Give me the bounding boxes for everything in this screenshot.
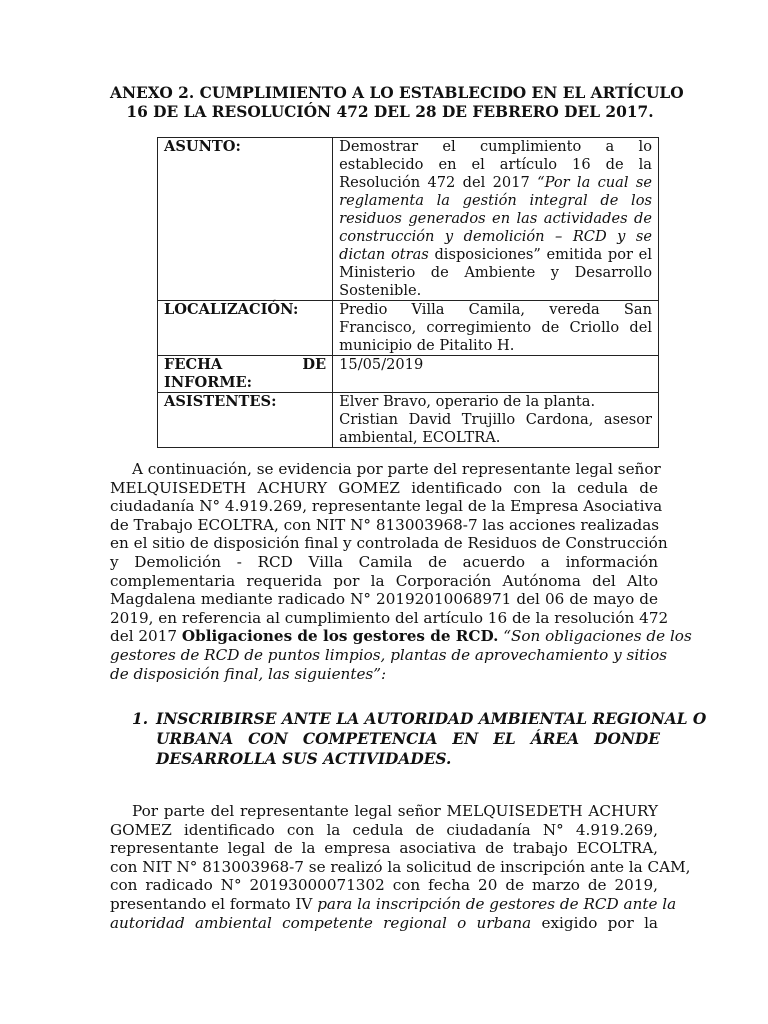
asunto-label: ASUNTO:	[158, 138, 333, 301]
paragraph-2: Por parte del representante legal señor MELQUISEDETH ACHURY GOMEZ identificado con la cedula de ciudadanía N° 4.919.269, representante legal de la empresa asociativa de trabajo ECOLTRA, con NIT N° 813003968-7 se realizó la solicitud de inscripción ante la CAM, con radicado N° 20193000071302 con fecha 20 de marzo de 2019, presentando el formato IV para la inscripción de gestores de RCD ante la autoridad ambiental competente regional o urbana exigido por la	[110, 802, 691, 932]
fecha-label: FECHA DE INFORME:	[158, 356, 333, 393]
asunto-line: Sostenible.	[339, 282, 422, 299]
asunto-line: Resolución 472 del 2017 “Por la cual se	[339, 174, 653, 191]
asunto-value	[333, 138, 659, 301]
table-row-localizacion	[158, 301, 659, 356]
paragraph-1: A continuación, se evidencia por parte del representante legal señor MELQUISEDETH ACHURY GOMEZ identificado con la cedula de ciudadanía N° 4.919.269, representante legal de la Empresa Asociativa de Trabajo ECOLTRA, con NIT N° 813003968-7 las acciones realizadas en el sitio de disposición final y controlada de Residuos de Construcción y Demolición - RCD Villa Camila de acuerdo a información complementaria requerida por la Corporación Autónoma del Alto Magdalena mediante radicado N° 20192010068971 del 06 de mayo de 2019, en referencia al cumplimiento del artículo 16 de la resolución 472 del 2017 Obligaciones de los gestores de RCD. “Son obligaciones de los gestores de RCD de puntos limpios, plantas de aprovechamiento y sitios de disposición final, las siguientes”:	[110, 460, 692, 683]
asunto-line: reglamenta la gestión integral de los	[339, 192, 652, 209]
title-line-1: ANEXO 2. CUMPLIMIENTO A LO ESTABLECIDO EN EL ARTÍCULO	[110, 84, 684, 102]
asunto-line: construcción y demolición – RCD y se	[339, 228, 652, 245]
asistentes-value: Elver Bravo, operario de la planta. Cristian David Trujillo Cardona, asesor ambiental, ECOLTRA.	[333, 393, 659, 448]
asunto-italic: “Por la cual se	[537, 174, 653, 191]
asunto-line: establecido en el artículo 16 de la	[339, 156, 652, 173]
summary-table	[157, 137, 659, 448]
asunto-line: Ministerio de Ambiente y Desarrollo	[339, 264, 652, 281]
localizacion-value: Predio Villa Camila, vereda San Francisco, corregimiento de Criollo del municipio de Pitalito H.	[333, 301, 659, 356]
document-title	[110, 84, 684, 122]
asistentes-label: ASISTENTES:	[158, 393, 333, 448]
heading-number: 1.	[132, 710, 149, 728]
table-row-asunto	[158, 138, 659, 301]
localizacion-label: LOCALIZACIÓN:	[158, 301, 333, 356]
asunto-line: dictan otras disposiciones” emitida por el	[339, 246, 652, 263]
title-line-2: 16 DE LA RESOLUCIÓN 472 DEL 28 DE FEBRERO DEL 2017.	[126, 103, 654, 121]
fecha-value: 15/05/2019	[333, 356, 659, 393]
obligaciones-bold: Obligaciones de los gestores de RCD.	[181, 627, 499, 646]
table-row-asistentes	[158, 393, 659, 448]
table-row-fecha	[158, 356, 659, 393]
section-heading-1: 1. INSCRIBIRSE ANTE LA AUTORIDAD AMBIENTAL REGIONAL O URBANA CON COMPETENCIA EN EL ÁREA DONDE DESARROLLA SUS ACTIVIDADES.	[132, 710, 707, 768]
asunto-line: residuos generados en las actividades de	[339, 210, 652, 227]
asunto-line: Demostrar el cumplimiento a lo	[339, 138, 652, 155]
